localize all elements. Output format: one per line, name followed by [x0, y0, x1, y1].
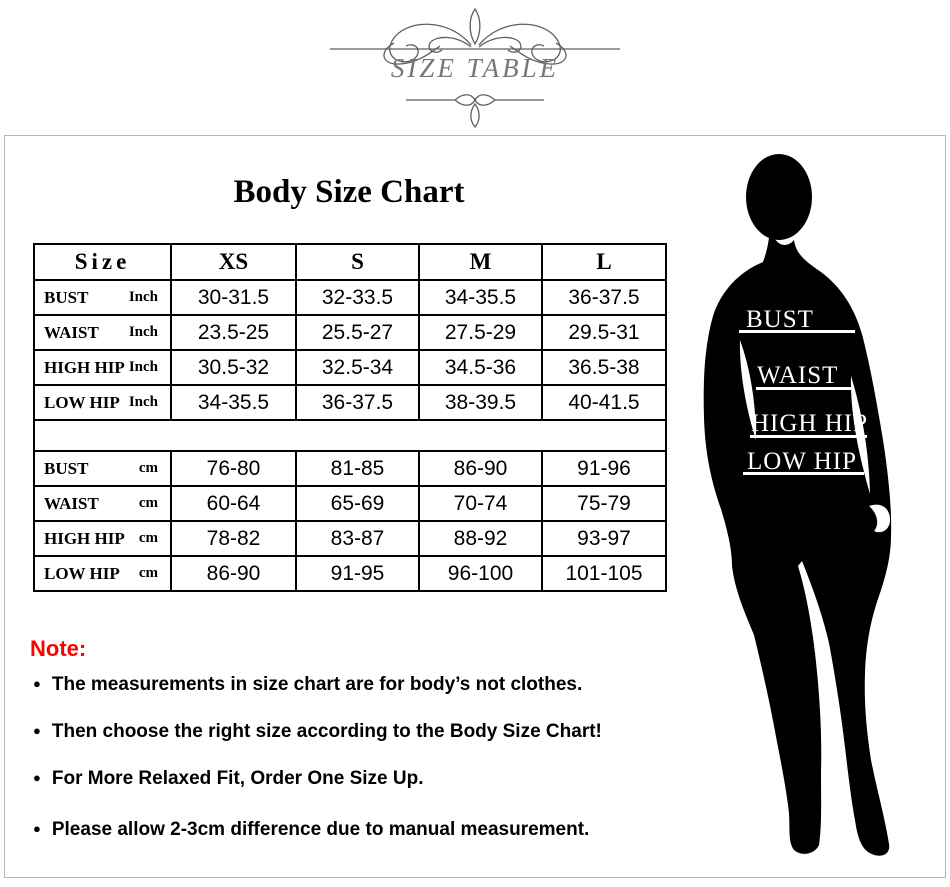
table-cell: 93-97	[542, 521, 666, 556]
note-text: Then choose the right size according to the Body Size Chart!	[51, 721, 602, 742]
bullet-icon: ●	[33, 821, 41, 836]
table-cell: 25.5-27	[296, 315, 419, 350]
row-label-cell	[34, 556, 171, 591]
figure-label-high-hip: HIGH HIP	[751, 410, 869, 437]
table-cell: 60-64	[171, 486, 296, 521]
row-label: WAIST	[44, 322, 99, 342]
table-cell: 91-96	[542, 451, 666, 486]
note-item	[33, 819, 589, 841]
row-unit: cm	[138, 565, 158, 581]
table-row	[34, 385, 666, 420]
table-cell: 40-41.5	[542, 385, 666, 420]
row-unit: cm	[138, 460, 158, 476]
page-title: Body Size Chart	[233, 174, 465, 210]
table-header-row	[34, 244, 666, 280]
table-cell: 23.5-25	[171, 315, 296, 350]
table-cell: 78-82	[171, 521, 296, 556]
bullet-icon: ●	[33, 676, 41, 691]
table-row	[34, 451, 666, 486]
row-label: BUST	[44, 458, 89, 478]
table-cell: 76-80	[171, 451, 296, 486]
row-unit: cm	[138, 530, 158, 546]
table-cell: 65-69	[296, 486, 419, 521]
row-label: LOW HIP	[44, 563, 120, 583]
row-unit: Inch	[128, 324, 158, 340]
column-header-l: L	[542, 244, 666, 280]
table-cell: 88-92	[419, 521, 542, 556]
figure-label-bust: BUST	[746, 306, 814, 333]
note-heading: Note:	[30, 636, 87, 661]
table-cell: 36-37.5	[296, 385, 419, 420]
table-cell: 36.5-38	[542, 350, 666, 385]
row-label-cell	[34, 486, 171, 521]
table-cell: 86-90	[419, 451, 542, 486]
brand-text: SIZE TABLE	[390, 53, 560, 83]
table-row	[34, 486, 666, 521]
row-label: HIGH HIP	[44, 528, 125, 548]
row-unit: cm	[138, 495, 158, 511]
row-label-cell	[34, 451, 171, 486]
column-header-xs: XS	[171, 244, 296, 280]
note-item	[33, 721, 602, 743]
table-cell: 29.5-31	[542, 315, 666, 350]
table-cell: 83-87	[296, 521, 419, 556]
female-silhouette-icon	[680, 138, 950, 878]
row-label: LOW HIP	[44, 392, 120, 412]
table-cell: 96-100	[419, 556, 542, 591]
table-cell: 32-33.5	[296, 280, 419, 315]
note-item	[33, 768, 424, 790]
table-cell: 34.5-36	[419, 350, 542, 385]
table-cell: 38-39.5	[419, 385, 542, 420]
table-cell: 30.5-32	[171, 350, 296, 385]
note-text: For More Relaxed Fit, Order One Size Up.	[51, 768, 424, 789]
row-label-cell	[34, 385, 171, 420]
row-label-cell	[34, 350, 171, 385]
table-cell: 32.5-34	[296, 350, 419, 385]
row-unit: Inch	[128, 359, 158, 375]
table-cell: 34-35.5	[419, 280, 542, 315]
body-size-table	[33, 243, 667, 592]
separator-row	[34, 420, 666, 451]
row-label: HIGH HIP	[44, 357, 125, 377]
table-cell: 81-85	[296, 451, 419, 486]
row-label-cell	[34, 315, 171, 350]
row-unit: Inch	[128, 289, 158, 305]
figure-label-low-hip: LOW HIP	[747, 448, 858, 475]
figure-label-waist: WAIST	[757, 362, 839, 389]
bullet-icon: ●	[33, 723, 41, 738]
column-header-m: M	[419, 244, 542, 280]
note-item	[33, 674, 582, 696]
table-cell: 75-79	[542, 486, 666, 521]
table-cell: 91-95	[296, 556, 419, 591]
table-cell: 70-74	[419, 486, 542, 521]
size-header-cell: Size	[34, 244, 171, 280]
table-cell: 36-37.5	[542, 280, 666, 315]
table-row	[34, 280, 666, 315]
table-cell: 86-90	[171, 556, 296, 591]
column-header-s: S	[296, 244, 419, 280]
table-cell: 27.5-29	[419, 315, 542, 350]
table-row	[34, 556, 666, 591]
table-row	[34, 521, 666, 556]
table-row	[34, 315, 666, 350]
note-text: Please allow 2-3cm difference due to manual measurement.	[51, 819, 590, 840]
table-cell: 34-35.5	[171, 385, 296, 420]
row-label: WAIST	[44, 493, 99, 513]
row-label: BUST	[44, 287, 89, 307]
row-unit: Inch	[128, 394, 158, 410]
row-label-cell	[34, 521, 171, 556]
bullet-icon: ●	[33, 770, 41, 785]
note-text: The measurements in size chart are for body’s not clothes.	[51, 674, 583, 695]
table-row	[34, 350, 666, 385]
table-cell: 101-105	[542, 556, 666, 591]
table-cell: 30-31.5	[171, 280, 296, 315]
row-label-cell	[34, 280, 171, 315]
